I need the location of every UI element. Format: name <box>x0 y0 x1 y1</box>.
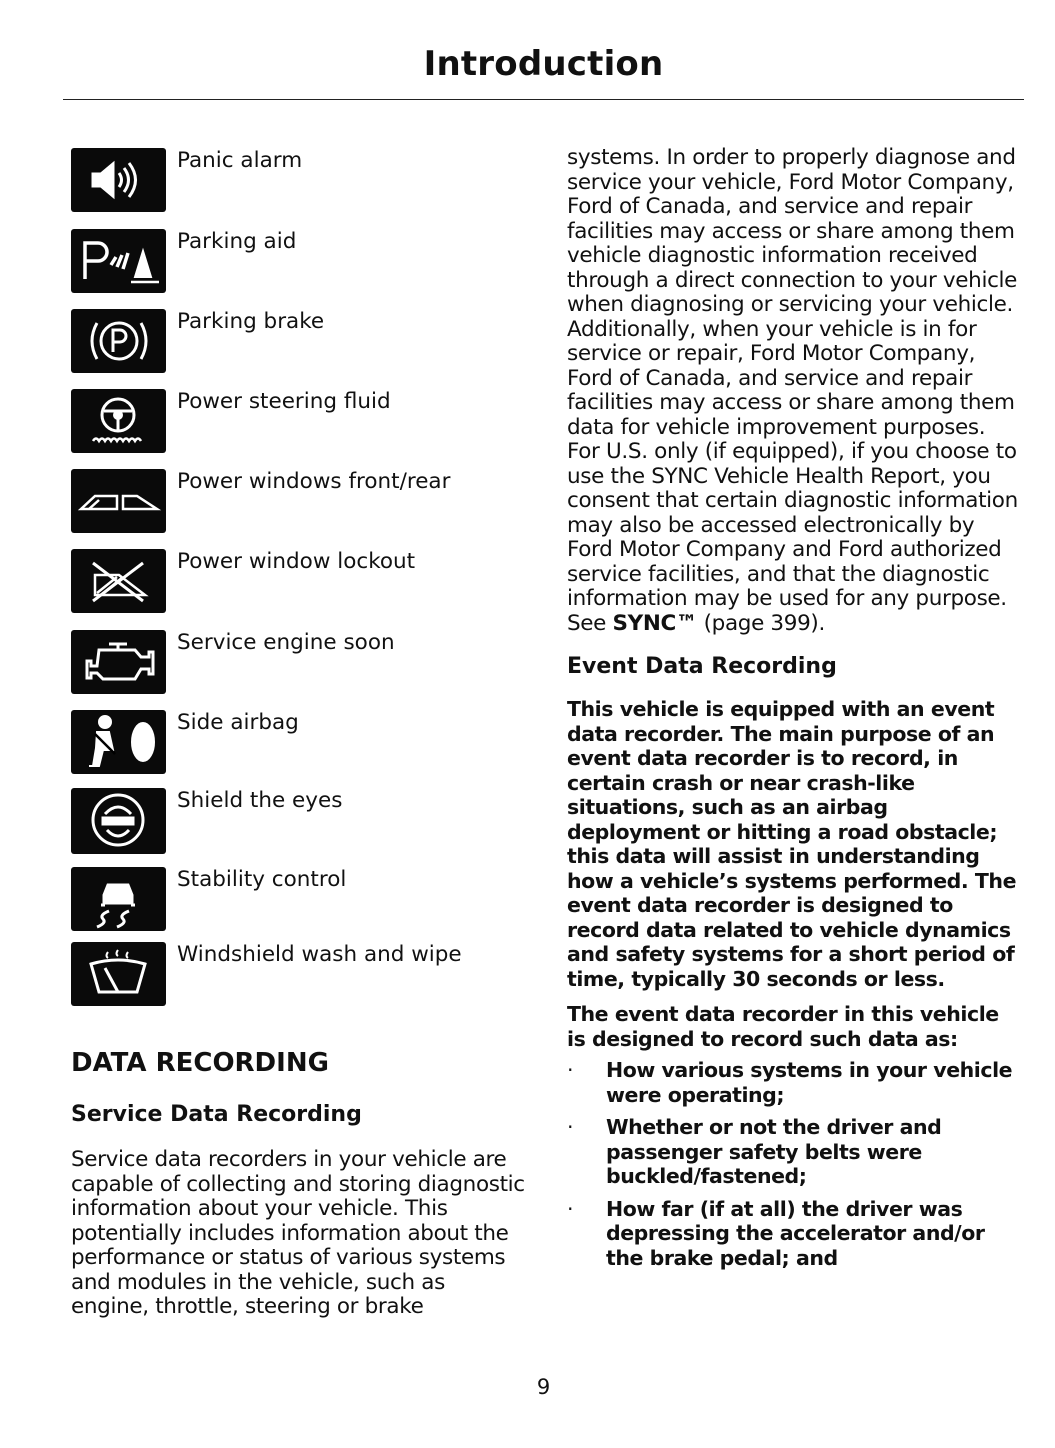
body-paragraph: Service data recorders in your vehicle are capable of collecting and storing diagnostic information about your vehicle. This potentially includes information about the performance or status of various systems and modules in the vehicle, such as engine, throttle, steering or brake <box>71 1147 525 1319</box>
power-steering-fluid-icon <box>71 389 166 453</box>
symbol-label: Side airbag <box>177 710 299 735</box>
page-title: Introduction <box>423 44 664 84</box>
bullet-list <box>567 1058 1019 1278</box>
cross-reference-link[interactable]: SYNC™ <box>612 610 698 636</box>
page-reference: (page 399). <box>703 610 825 636</box>
bullet-marker: · <box>567 1196 574 1221</box>
symbol-label: Windshield wash and wipe <box>177 942 462 967</box>
subsection-heading: Service Data Recording <box>71 1102 362 1127</box>
bullet-marker: · <box>567 1115 574 1139</box>
bold-paragraph: The event data recorder in this vehicle is designed to record such data as: <box>567 1002 999 1051</box>
list-item: · How various systems in your vehicle were operating; <box>567 1058 1013 1107</box>
page-number: 9 <box>536 1375 551 1399</box>
symbol-label: Parking brake <box>177 309 325 334</box>
parking-aid-icon <box>71 229 166 293</box>
panic-alarm-icon <box>71 148 166 212</box>
symbol-label: Parking aid <box>177 229 297 254</box>
power-windows-icon <box>71 469 166 533</box>
symbol-label: Service engine soon <box>177 630 395 655</box>
symbol-label: Stability control <box>177 867 347 892</box>
symbol-label: Shield the eyes <box>177 788 343 813</box>
list-item: · How far (if at all) the driver was depressing the accelerator and/or the brake pedal; and <box>567 1196 985 1270</box>
service-engine-soon-icon <box>71 630 166 694</box>
list-item: · Whether or not the driver and passenger safety belts were buckled/fastened; <box>567 1115 942 1188</box>
side-airbag-icon <box>71 710 166 774</box>
stability-control-icon <box>71 867 166 931</box>
subsection-heading: Event Data Recording <box>567 654 837 679</box>
header-divider <box>63 99 1024 100</box>
continued-text: systems. In order to properly diagnose and service your vehicle, Ford Motor Company, Ford of Canada, and service and repair facilities may access or share among them vehicle diagnostic information received through a direct connection to your vehicle when diagnosing or servicing your vehicle. Additionally, when your vehicle is in for service or repair, Ford Motor Company, Ford of Canada, and service and repair facilities may access or share among them data for vehicle improvement purposes. For U.S. only (if equipped), if you choose to use the SYNC Vehicle Health Report, you consent that certain diagnostic information may also be accessed electronically by Ford Motor Company and Ford authorized service facilities, and that the diagnostic information may be used for any purpose. <box>567 145 1018 611</box>
power-window-lockout-icon <box>71 549 166 613</box>
section-heading: DATA RECORDING <box>71 1048 329 1078</box>
shield-eyes-icon <box>71 788 166 854</box>
bullet-marker: · <box>567 1058 574 1082</box>
symbol-label: Power steering fluid <box>177 389 391 414</box>
parking-brake-icon <box>71 309 166 373</box>
symbol-label: Power windows front/rear <box>177 469 451 494</box>
symbol-label: Power window lockout <box>177 549 416 574</box>
symbol-label: Panic alarm <box>177 148 303 173</box>
bold-paragraph: This vehicle is equipped with an event data recorder. The main purpose of an event data recorder is to record, in certain crash or near crash-like situations, such as an airbag deployment or hitting a road obstacle; this data will assist in understanding how a vehicle’s systems performed. The event data recorder is designed to record data related to vehicle dynamics and safety systems for a short period of time, typically 30 seconds or less. <box>567 697 1017 991</box>
see-prefix: See <box>567 610 607 636</box>
windshield-wash-wipe-icon <box>71 942 166 1006</box>
body-paragraph <box>567 146 1019 636</box>
